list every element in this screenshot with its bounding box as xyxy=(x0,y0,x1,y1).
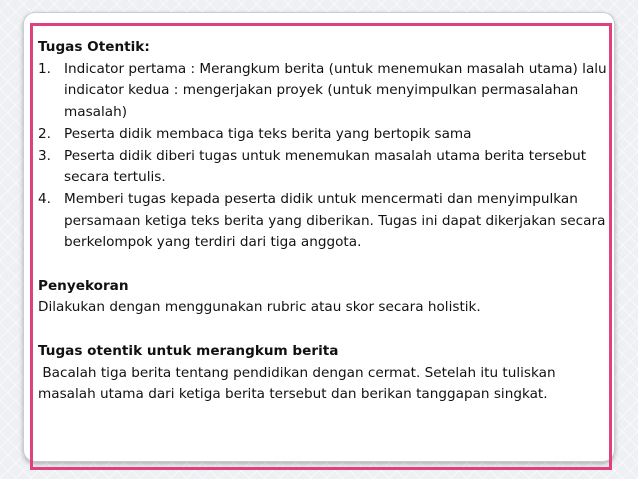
list-item-number: 4. xyxy=(38,190,51,207)
list-item-number: 1. xyxy=(38,60,51,77)
list-item-text: Peserta didik membaca tiga teks berita yang bertopik sama xyxy=(64,125,472,142)
section-title-tugas-otentik: Tugas Otentik: xyxy=(38,39,150,55)
list-item xyxy=(38,146,610,189)
list-item xyxy=(38,189,610,254)
list-item-text: Indicator pertama : Merangkum berita (untuk menemukan masalah utama) lalu indicator kedua : mengerjakan proyek (untuk menyimpulkan permasalahan masalah) xyxy=(64,60,607,121)
spacer xyxy=(38,254,610,276)
list-item xyxy=(38,124,610,146)
list-item-number: 2. xyxy=(38,125,51,142)
spacer xyxy=(38,319,610,341)
slide-content xyxy=(38,37,610,406)
list-item-number: 3. xyxy=(38,147,51,164)
section-title-tugas-merangkum: Tugas otentik untuk merangkum berita xyxy=(38,342,339,359)
list-item-text: Peserta didik diberi tugas untuk menemukan masalah utama berita tersebut secara tertulis. xyxy=(64,147,587,186)
tugas-merangkum-text: Bacalah tiga berita tentang pendidikan dengan cermat. Setelah itu tuliskan masalah utama dari ketiga berita tersebut dan berikan tanggapan singkat. xyxy=(38,364,560,403)
penyekoran-text: Dilakukan dengan menggunakan rubric atau skor secara holistik. xyxy=(38,299,481,316)
task-list xyxy=(38,59,610,254)
list-item-text: Memberi tugas kepada peserta didik untuk mencermati dan menyimpulkan persamaan ketiga teks berita yang diberikan. Tugas ini dapat dikerjakan secara berkelompok yang terdiri dari tiga anggota. xyxy=(64,190,606,251)
list-item xyxy=(38,59,610,124)
section-title-penyekoran: Penyekoran xyxy=(38,277,129,294)
